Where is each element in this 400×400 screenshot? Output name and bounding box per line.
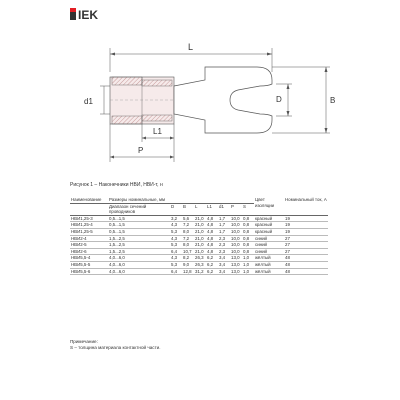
label-d1: d1 bbox=[84, 97, 93, 106]
cell-color: красный bbox=[254, 228, 284, 235]
cell-value: 5,3 bbox=[170, 242, 182, 249]
cell-value: 21,0 bbox=[194, 248, 206, 255]
cell-range: 0,5...1,5 bbox=[108, 215, 170, 222]
cell-value: 21,0 bbox=[194, 242, 206, 249]
cell-value: 6,2 bbox=[206, 255, 218, 262]
note-text: S – толщина материала контактной части. bbox=[70, 345, 161, 350]
cell-value: 7,2 bbox=[182, 235, 194, 242]
cell-color: синий bbox=[254, 248, 284, 255]
label-B: B bbox=[330, 96, 336, 105]
cell-value: 1,0 bbox=[242, 255, 254, 262]
cell-value: 31,2 bbox=[194, 268, 206, 275]
cell-value: 21,0 bbox=[194, 235, 206, 242]
cell-color: жёлтый bbox=[254, 255, 284, 262]
cell-value: 10,0 bbox=[230, 215, 242, 222]
header-range: Диапазон сечений проводников bbox=[108, 203, 170, 215]
table-row bbox=[70, 268, 328, 275]
cell-color: красный bbox=[254, 222, 284, 229]
cell-value: 10,0 bbox=[230, 248, 242, 255]
cell-value: 4,8 bbox=[206, 215, 218, 222]
cell-value: 21,0 bbox=[194, 222, 206, 229]
cell-current: 19 bbox=[284, 215, 328, 222]
header-name: Наименование bbox=[70, 197, 108, 203]
cell-value: 2,3 bbox=[218, 235, 230, 242]
cell-value: 12,8 bbox=[182, 268, 194, 275]
cell-value: 4,8 bbox=[206, 248, 218, 255]
cell-value: 10,0 bbox=[230, 235, 242, 242]
table-note bbox=[70, 339, 161, 351]
cell-value: 3,2 bbox=[170, 215, 182, 222]
cell-value: 5,6 bbox=[182, 215, 194, 222]
cell-current: 19 bbox=[284, 228, 328, 235]
table-row bbox=[70, 235, 328, 242]
cell-value: 9,0 bbox=[182, 261, 194, 268]
cell-current: 27 bbox=[284, 235, 328, 242]
cell-current: 48 bbox=[284, 255, 328, 262]
cell-current: 48 bbox=[284, 261, 328, 268]
cell-value: 26,3 bbox=[194, 255, 206, 262]
dimension-D bbox=[276, 84, 292, 116]
cell-value: 2,3 bbox=[218, 242, 230, 249]
cell-value: 0,8 bbox=[242, 228, 254, 235]
cell-value: 0,8 bbox=[242, 215, 254, 222]
cell-value: 6,4 bbox=[170, 248, 182, 255]
cell-value: 8,2 bbox=[182, 255, 194, 262]
cell-value: 13,0 bbox=[230, 268, 242, 275]
cell-value: 6,2 bbox=[206, 261, 218, 268]
spec-table bbox=[70, 197, 328, 275]
cell-name: НВИ5,5-4 bbox=[70, 255, 108, 262]
cell-value: 13,0 bbox=[230, 255, 242, 262]
header-col-D: D bbox=[170, 203, 182, 215]
cell-range: 1,5...2,5 bbox=[108, 242, 170, 249]
cell-range: 0,5...1,5 bbox=[108, 222, 170, 229]
cell-name: НВИ1,25-4 bbox=[70, 222, 108, 229]
cell-value: 6,4 bbox=[170, 268, 182, 275]
cell-value: 21,0 bbox=[194, 228, 206, 235]
cell-name: НВИ2-4 bbox=[70, 235, 108, 242]
cell-value: 6,2 bbox=[206, 268, 218, 275]
logo-text: IEK bbox=[78, 8, 99, 21]
cell-current: 27 bbox=[284, 248, 328, 255]
note-title: Примечание: bbox=[70, 339, 98, 344]
cell-color: жёлтый bbox=[254, 261, 284, 268]
cell-name: НВИ1,25-5 bbox=[70, 228, 108, 235]
insulation-sleeve bbox=[110, 77, 174, 124]
cell-value: 21,0 bbox=[194, 215, 206, 222]
header-col-B: B bbox=[182, 203, 194, 215]
header-dims: Размеры номинальные, мм bbox=[108, 197, 254, 203]
cell-value: 7,2 bbox=[182, 222, 194, 229]
cell-value: 26,3 bbox=[194, 261, 206, 268]
cell-value: 10,0 bbox=[230, 228, 242, 235]
cell-value: 5,3 bbox=[170, 228, 182, 235]
label-D: D bbox=[276, 95, 282, 104]
figure-caption: Рисунок 1 – Наконечники НВИ, НВИ-т, н bbox=[70, 182, 163, 188]
cell-value: 1,7 bbox=[218, 228, 230, 235]
header-col-L1: L1 bbox=[206, 203, 218, 215]
header-col-P: P bbox=[230, 203, 242, 215]
cell-current: 19 bbox=[284, 222, 328, 229]
table-row bbox=[70, 215, 328, 222]
cell-name: НВИ5,5-5 bbox=[70, 261, 108, 268]
cell-value: 10,0 bbox=[230, 222, 242, 229]
cell-value: 4,8 bbox=[206, 228, 218, 235]
cell-value: 10,0 bbox=[230, 242, 242, 249]
cell-value: 4,3 bbox=[170, 255, 182, 262]
cell-color: красный bbox=[254, 215, 284, 222]
cell-value: 3,4 bbox=[218, 255, 230, 262]
cell-value: 2,3 bbox=[218, 248, 230, 255]
cell-range: 0,5...1,5 bbox=[108, 228, 170, 235]
cell-range: 4,0...6,0 bbox=[108, 255, 170, 262]
cell-value: 8,0 bbox=[182, 228, 194, 235]
cell-value: 5,3 bbox=[170, 261, 182, 268]
cell-value: 0,8 bbox=[242, 242, 254, 249]
cell-value: 4,8 bbox=[206, 222, 218, 229]
lug-drawing bbox=[0, 0, 400, 180]
cell-value: 4,8 bbox=[206, 242, 218, 249]
cell-color: синий bbox=[254, 235, 284, 242]
cell-value: 4,3 bbox=[170, 222, 182, 229]
header-color: Цвет изоляции bbox=[254, 197, 284, 215]
label-P: P bbox=[138, 146, 144, 155]
cell-value: 4,8 bbox=[206, 235, 218, 242]
cell-color: синий bbox=[254, 242, 284, 249]
cell-value: 1,0 bbox=[242, 268, 254, 275]
cell-name: НВИ2-6 bbox=[70, 248, 108, 255]
table-row bbox=[70, 242, 328, 249]
cell-value: 0,8 bbox=[242, 222, 254, 229]
table-row bbox=[70, 222, 328, 229]
cell-current: 48 bbox=[284, 268, 328, 275]
cell-name: НВИ2-5 bbox=[70, 242, 108, 249]
table-row bbox=[70, 228, 328, 235]
table-row bbox=[70, 261, 328, 268]
cell-value: 3,4 bbox=[218, 268, 230, 275]
cell-value: 1,7 bbox=[218, 222, 230, 229]
cell-color: жёлтый bbox=[254, 268, 284, 275]
cell-range: 4,0...6,0 bbox=[108, 261, 170, 268]
dimension-d1 bbox=[84, 86, 110, 114]
cell-range: 4,0...6,0 bbox=[108, 268, 170, 275]
cell-current: 27 bbox=[284, 242, 328, 249]
cell-name: НВИ1,25-3 bbox=[70, 215, 108, 222]
cell-name: НВИ5,5-6 bbox=[70, 268, 108, 275]
fork-contact bbox=[174, 67, 272, 133]
table-row bbox=[70, 248, 328, 255]
table-row bbox=[70, 255, 328, 262]
cell-value: 13,0 bbox=[230, 261, 242, 268]
cell-value: 3,4 bbox=[218, 261, 230, 268]
cell-value: 8,0 bbox=[182, 242, 194, 249]
cell-range: 1,5...2,5 bbox=[108, 235, 170, 242]
dimension-L1 bbox=[142, 124, 174, 142]
cell-value: 0,8 bbox=[242, 248, 254, 255]
header-col-S: S bbox=[242, 203, 254, 215]
cell-range: 1,5...2,5 bbox=[108, 248, 170, 255]
cell-value: 1,7 bbox=[218, 215, 230, 222]
cell-value: 0,8 bbox=[242, 235, 254, 242]
label-L: L bbox=[188, 42, 194, 52]
label-L1: L1 bbox=[153, 127, 162, 136]
cell-value: 1,0 bbox=[242, 261, 254, 268]
cell-value: 4,3 bbox=[170, 235, 182, 242]
header-current: Номинальный ток, А bbox=[284, 197, 328, 215]
cell-value: 10,7 bbox=[182, 248, 194, 255]
header-col-L: L bbox=[194, 203, 206, 215]
header-col-d1: d1 bbox=[218, 203, 230, 215]
